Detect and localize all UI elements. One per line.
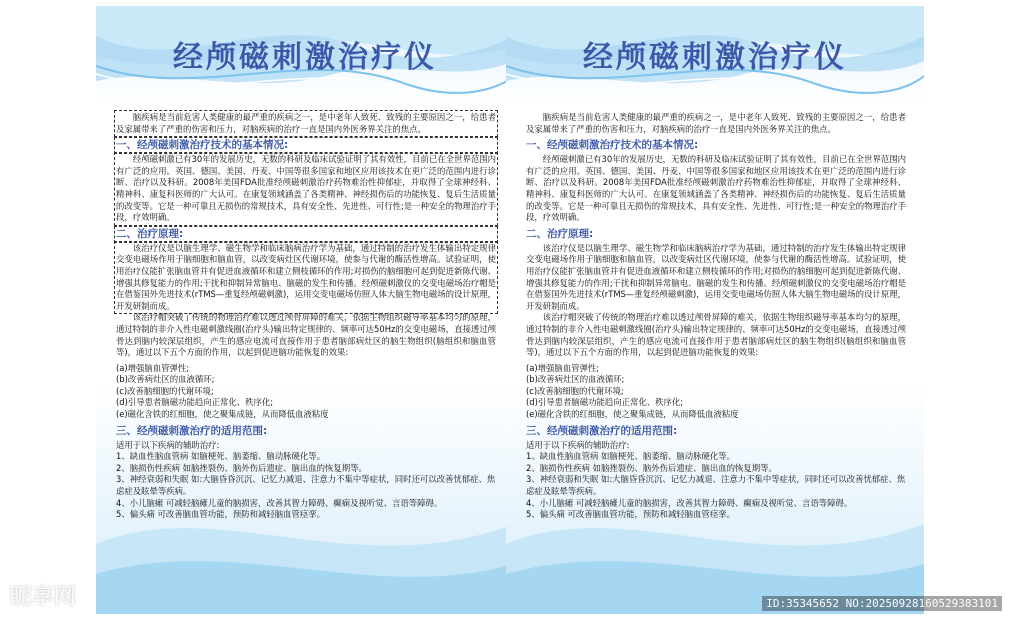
scope-item: 1、缺血性脑血管病 如脑梗死、脑萎缩、脑动脉硬化等。 (116, 451, 325, 462)
effect-item: (c)改善脑细胞的代谢环境; (116, 385, 214, 396)
effect-item: (e)磁化含铁的红细胞，使之聚集成链，从而降低血液粘度 (526, 409, 739, 420)
section2-heading[interactable]: 二、治疗原理: (116, 228, 496, 241)
section2-paragraph-1[interactable]: 该治疗仪是以脑生理学、磁生物学和临床脑病治疗学为基础，通过特制的治疗发生体输出特定规律交变电磁场作用于脑细胞和脑血管，以改变病灶区代谢环境，使参与代谢的酶活性增高。试验证明，使用治疗仪能扩张脑血管并有促进血液循环和建立侧枝循环的作用;对损伤的脑细胞可起到促进新陈代谢、增强其修复能力的作用;干扰和抑制异常脑电、脑磁的发生和传播。经颅磁刺激仪的交变电磁场治疗帽是在借鉴国外先进技术(rTMS—重复经颅磁刺激)，运用交变电磁场仿照人体大脑生物电磁场的设计原理，开发研制而成。 (116, 242, 496, 311)
scope-item: 5、偏头痛 可改善脑血管功能，预防和减轻脑血管痉挛。 (526, 509, 735, 520)
poster-title: 经颅磁刺激治疗仪 (583, 40, 847, 75)
effect-item: (b)改善病灶区的血液循环; (116, 374, 215, 385)
scope-item: 3、神经衰弱和失眠 如:大脑昏昏沉沉、记忆力减退、注意力不集中等症状，同时还可以改善忧郁症、焦虑症及眩晕等疾病。 (526, 474, 906, 497)
scope-item: 1、缺血性脑血管病 如脑梗死、脑萎缩、脑动脉硬化等。 (526, 451, 735, 462)
watermark-logo-text: 昵享网 (10, 585, 77, 610)
effect-item: (d)引导患者脑磁功能趋向正常化、秩序化; (116, 397, 274, 408)
intro-paragraph: 脑疾病是当前危害人类健康的最严重的疾病之一，是中老年人致死、致残的主要原因之一，给患者及家属带来了严重的伤害和压力，对脑疾病的治疗一直是国内外医务界关注的焦点。 (526, 112, 906, 134)
scope-item: 4、小儿脑瘫 可减轻脑瘫儿童的脑损害，改善其智力障碍、癫痫及视听觉、言语等障碍。 (526, 497, 853, 508)
section1-paragraph[interactable]: 经颅磁刺激已有30年的发展历史，无数的科研及临床试验证明了其有效性，目前已在全世界范围内有广泛的应用。英国、德国、美国、丹麦、中国等很多国家和地区应用该技术在更广泛的范围内进行诊断、治疗以及科研。2008年美国FDA批准经颅磁刺激治疗药物难治性抑郁症，并取得了全球神经科、精神科、康复科医师的广大认可。在康复领域涵盖了各类精神、神经损伤后的功能恢复、复后生活质量的改变等。它是一种可靠且无损伤的常规技术，具有安全性、先进性、可行性;是一种安全的物理治疗手段，疗效明确。 (116, 154, 496, 223)
intro-paragraph[interactable]: 脑疾病是当前危害人类健康的最严重的疾病之一，是中老年人致死、致残的主要原因之一，给患者及家属带来了严重的伤害和压力，对脑疾病的治疗一直是国内外医务界关注的焦点。 (116, 112, 496, 134)
section2-paragraph-2: 该治疗帽突破了传统的物理治疗难以透过颅骨屏障的难关，依据生物组织磁导率基本均匀的原理，通过特制的非介入性电磁刺激线圈(治疗头)输出特定规律的、频率可达50Hz的交变电磁场，直接透过颅骨达到脑内较深层组织，产生的感应电流可直接作用于患者脑部病灶区的脑生物组织(脑组织和脑血管等)，通过以下五个方面的作用，以起到促进脑功能恢复的效果: (116, 312, 496, 358)
section3-lead: 适用于以下疾病的辅助治疗: (116, 439, 220, 450)
effect-item: (d)引导患者脑磁功能趋向正常化、秩序化; (526, 397, 684, 408)
poster-right (506, 6, 924, 614)
section3-lead: 适用于以下疾病的辅助治疗: (526, 439, 630, 450)
effect-item: (b)改善病灶区的血液循环; (526, 374, 625, 385)
section2-heading: 二、治疗原理: (526, 227, 594, 240)
scope-item: 2、脑损伤性疾病 如脑挫裂伤、脑外伤后遗症、脑出血的恢复期等。 (116, 462, 367, 473)
poster-left (96, 6, 514, 614)
effect-item: (e)磁化含铁的红细胞，使之聚集成链，从而降低血液粘度 (116, 409, 329, 420)
scope-item: 2、脑损伤性疾病 如脑挫裂伤、脑外伤后遗症、脑出血的恢复期等。 (526, 462, 777, 473)
scope-item: 3、神经衰弱和失眠 如:大脑昏昏沉沉、记忆力减退、注意力不集中等症状，同时还可以改善忧郁症、焦虑症及眩晕等疾病。 (116, 474, 496, 497)
section1-heading[interactable]: 一、经颅磁刺激治疗技术的基本情况: (116, 139, 496, 152)
section2-paragraph-1: 该治疗仪是以脑生理学、磁生物学和临床脑病治疗学为基础，通过特制的治疗发生体输出特定规律交变电磁场作用于脑细胞和脑血管，以改变病灶区代谢环境，使参与代谢的酶活性增高。试验证明，使用治疗仪能扩张脑血管并有促进血液循环和建立侧枝循环的作用;对损伤的脑细胞可起到促进新陈代谢、增强其修复能力的作用;干扰和抑制异常脑电、脑磁的发生和传播。经颅磁刺激仪的交变电磁场治疗帽是在借鉴国外先进技术(rTMS—重复经颅磁刺激)，运用交变电磁场仿照人体大脑生物电磁场的设计原理，开发研制而成。 (526, 242, 906, 311)
section2-paragraph-2: 该治疗帽突破了传统的物理治疗难以透过颅骨屏障的难关，依据生物组织磁导率基本均匀的原理，通过特制的非介入性电磁刺激线圈(治疗头)输出特定规律的、频率可达50Hz的交变电磁场，直接透过颅骨达到脑内较深层组织，产生的感应电流可直接作用于患者脑部病灶区的脑生物组织(脑组织和脑血管等)，通过以下五个方面的作用，以起到促进脑功能恢复的效果: (526, 312, 906, 358)
effect-item: (a)增强脑血管弹性; (526, 362, 600, 373)
scope-item: 5、偏头痛 可改善脑血管功能，预防和减轻脑血管痉挛。 (116, 509, 325, 520)
poster-body (526, 112, 906, 521)
poster-body (116, 112, 496, 521)
poster-title: 经颅磁刺激治疗仪 (173, 40, 437, 75)
section1-heading: 一、经颅磁刺激治疗技术的基本情况: (526, 139, 699, 152)
effect-item: (c)改善脑细胞的代谢环境; (526, 385, 624, 396)
effect-item: (a)增强脑血管弹性; (116, 362, 190, 373)
section3-heading: 三、经颅磁刺激治疗的适用范围: (526, 424, 678, 437)
watermark-id: ID:35345652 NO:20250928160529383101 (762, 596, 1002, 611)
section1-paragraph: 经颅磁刺激已有30年的发展历史，无数的科研及临床试验证明了其有效性，目前已在全世界范围内有广泛的应用。英国、德国、美国、丹麦、中国等很多国家和地区应用该技术在更广泛的范围内进行诊断、治疗以及科研。2008年美国FDA批准经颅磁刺激治疗药物难治性抑郁症，并取得了全球神经科、精神科、康复科医师的广大认可。在康复领域涵盖了各类精神、神经损伤后的功能恢复、复后生活质量的改变等。它是一种可靠且无损伤的常规技术，具有安全性、先进性、可行性;是一种安全的物理治疗手段，疗效明确。 (526, 154, 906, 223)
section3-heading: 三、经颅磁刺激治疗的适用范围: (116, 424, 268, 437)
scope-item: 4、小儿脑瘫 可减轻脑瘫儿童的脑损害，改善其智力障碍、癫痫及视听觉、言语等障碍。 (116, 497, 443, 508)
